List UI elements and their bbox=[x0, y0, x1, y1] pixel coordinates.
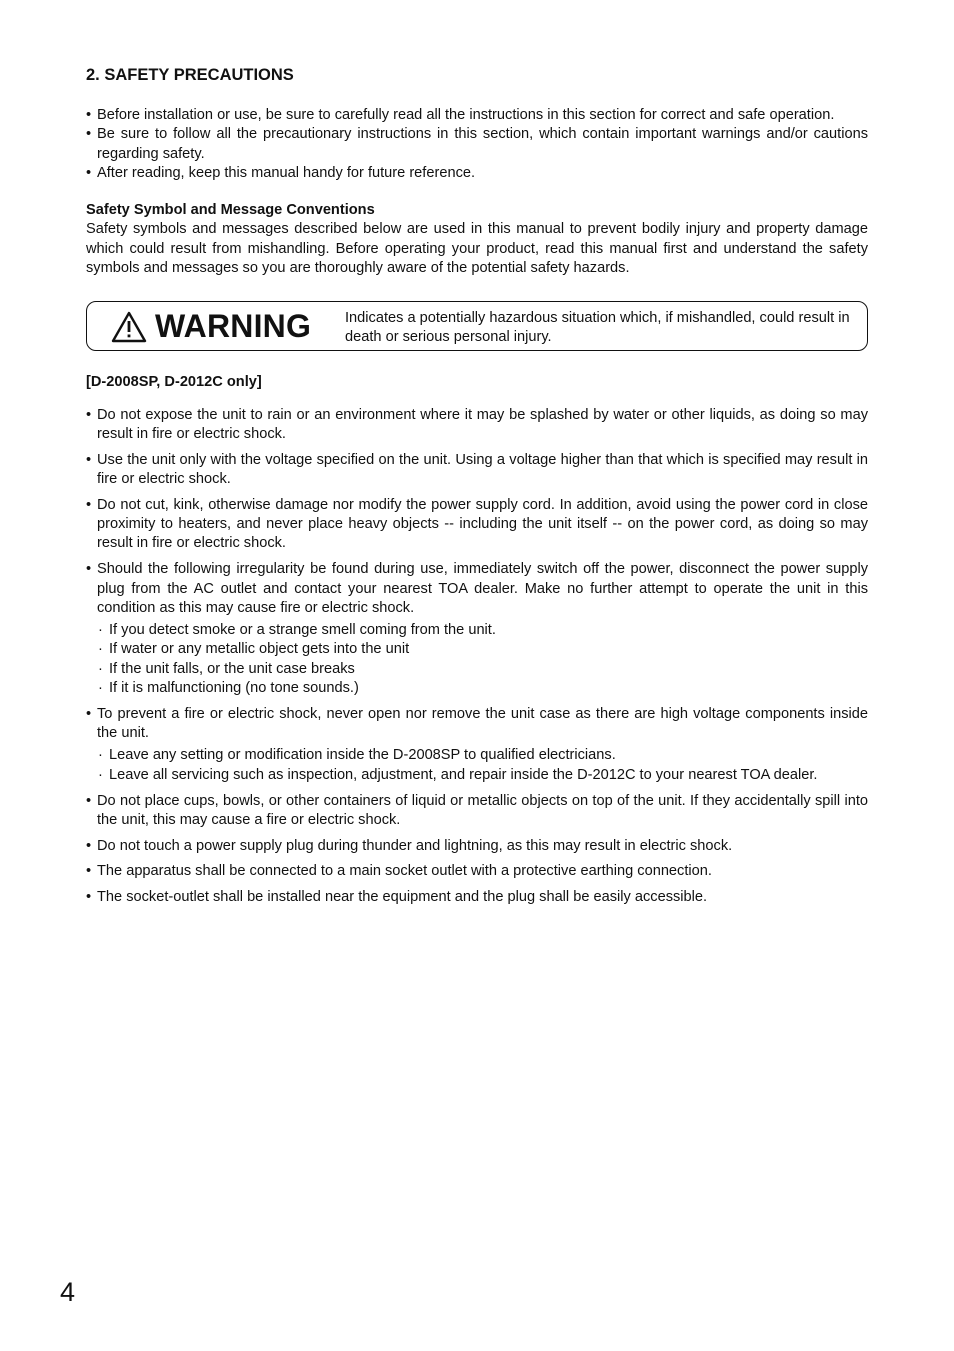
intro-bullet: • Be sure to follow all the precautionary instructions in this section, which contain important warnings and/or cautions regarding safety. bbox=[86, 125, 868, 164]
warning-list bbox=[86, 406, 868, 908]
irregularity-list bbox=[97, 621, 868, 698]
warning-item-text: Do not touch a power supply plug during thunder and lightning, as this may result in electric shock. bbox=[97, 837, 733, 854]
section-title: 2. SAFETY PRECAUTIONS bbox=[86, 66, 294, 84]
page-number: 4 bbox=[60, 1277, 76, 1307]
warning-item-text: Use the unit only with the voltage specified on the unit. Using a voltage higher than that which is specified may result in fire or electric shock. bbox=[97, 451, 868, 488]
warning-item bbox=[86, 837, 868, 856]
sub-item: · Leave all servicing such as inspection, adjustment, and repair inside the D-2012C to your nearest TOA dealer. bbox=[97, 766, 868, 785]
sub-item: · If it is malfunctioning (no tone sounds.) bbox=[97, 679, 868, 698]
sub-item: · If you detect smoke or a strange smell coming from the unit. bbox=[97, 621, 868, 640]
warning-description: Indicates a potentially hazardous situation which, if mishandled, could result in death or serious personal injury. bbox=[345, 310, 850, 346]
sub-item: · If water or any metallic object gets into the unit bbox=[97, 640, 868, 659]
warning-item bbox=[86, 560, 868, 698]
warning-item bbox=[86, 792, 868, 831]
warning-item bbox=[86, 888, 868, 907]
intro-bullets bbox=[86, 106, 868, 183]
sub-item: · Leave any setting or modification inside the D-2008SP to qualified electricians. bbox=[97, 746, 868, 765]
warning-item bbox=[86, 862, 868, 881]
warning-item bbox=[86, 406, 868, 445]
warning-item-text: To prevent a fire or electric shock, never open nor remove the unit case as there are high voltage components inside the unit. bbox=[97, 705, 868, 742]
safety-section bbox=[86, 64, 868, 914]
warning-item-text: Should the following irregularity be found during use, immediately switch off the power, disconnect the power supply plug from the AC outlet and contact your nearest TOA dealer. Make no further attempt to operate the unit in this condition as this may cause fire or electric shock. bbox=[97, 561, 868, 616]
intro-bullet: • Before installation or use, be sure to carefully read all the instructions in this section for correct and safe operation. bbox=[86, 106, 868, 125]
warning-item bbox=[86, 451, 868, 490]
warning-item-text: The socket-outlet shall be installed near the equipment and the plug shall be easily accessible. bbox=[97, 889, 708, 906]
warning-item-text: The apparatus shall be connected to a main socket outlet with a protective earthing connection. bbox=[97, 863, 712, 880]
warning-item bbox=[86, 496, 868, 554]
warning-item bbox=[86, 705, 868, 785]
warning-label: WARNING bbox=[155, 308, 312, 345]
sub-item: · If the unit falls, or the unit case breaks bbox=[97, 660, 868, 679]
servicing-list bbox=[97, 746, 868, 785]
conventions-heading: Safety Symbol and Message Conventions bbox=[86, 202, 375, 219]
intro-bullet: • After reading, keep this manual handy for future reference. bbox=[86, 164, 868, 183]
scope-label: [D-2008SP, D-2012C only] bbox=[86, 374, 262, 391]
conventions-text: Safety symbols and messages described below are used in this manual to prevent bodily injury and property damage which could result from mishandling. Before operating your product, read this manual first and understand the safety symbols and messages so you are thoroughly aware of the potential safety hazards. bbox=[86, 221, 868, 277]
warning-item-text: Do not place cups, bowls, or other containers of liquid or metallic objects on top of the unit. If they accidentally spill into the unit, this may cause a fire or electric shock. bbox=[97, 792, 868, 828]
warning-box bbox=[86, 301, 868, 351]
warning-item-text: Do not cut, kink, otherwise damage nor modify the power supply cord. In addition, avoid using the power cord in close proximity to heaters, and never place heavy objects -- including the unit itself -- on the power cord, as doing so may result in fire or electric shock. bbox=[97, 496, 868, 552]
warning-item-text: Do not expose the unit to rain or an environment where it may be splashed by water or other liquids, as doing so may result in fire or electric shock. bbox=[97, 406, 868, 442]
warning-triangle-icon bbox=[111, 311, 147, 343]
